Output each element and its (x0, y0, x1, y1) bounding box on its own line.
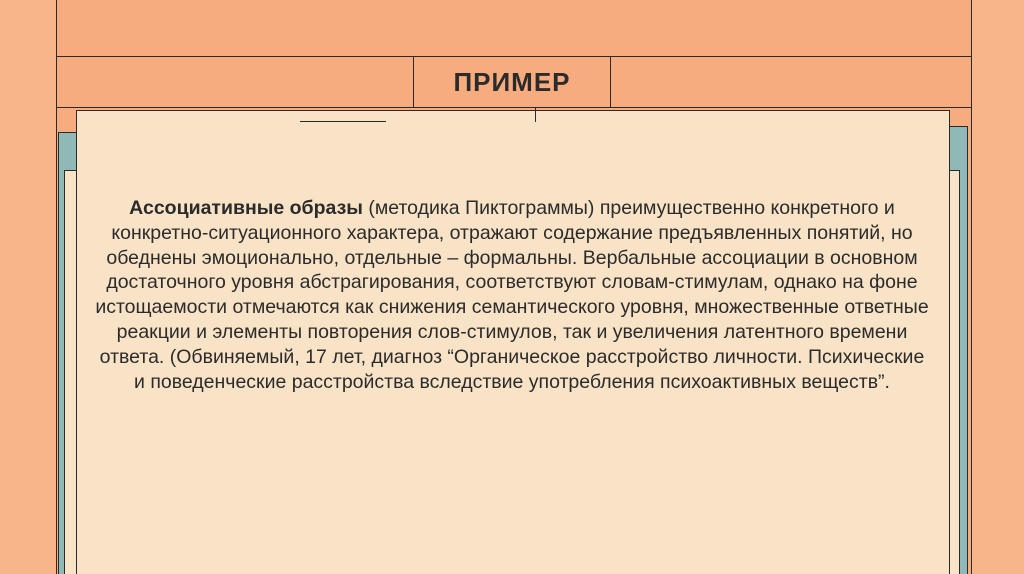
note-sketch-tick (535, 108, 536, 122)
body-bold-lead: Ассоциативные образы (129, 197, 363, 219)
grid-divider-right (610, 56, 611, 108)
body-text: (методика Пиктограммы) преимущественно конкретного и конкретно-ситуационного характера, отражают содержание предъявленных понятий, но обеднены эмоционально, отдельные – формальны. Вербальные ассоциации в основном достаточного уровня абстрагирования, соответствуют словам-стимулам, однако на фоне истощаемости отмечаются как снижения семантического уровня, множественные ответные реакции и элементы повторения слов-стимулов, так и увеличения латентного времени ответа. (Обвиняемый, 17 лет, диагноз “Органическое расстройство личности. Психические и поведенческие расстройства вследствие употребления психоактивных веществ”. (95, 197, 929, 393)
note-sketch-line (300, 121, 386, 122)
body-paragraph (92, 196, 932, 394)
page-title: ПРИМЕР (453, 66, 571, 97)
grid-line-header-bottom (56, 107, 971, 108)
